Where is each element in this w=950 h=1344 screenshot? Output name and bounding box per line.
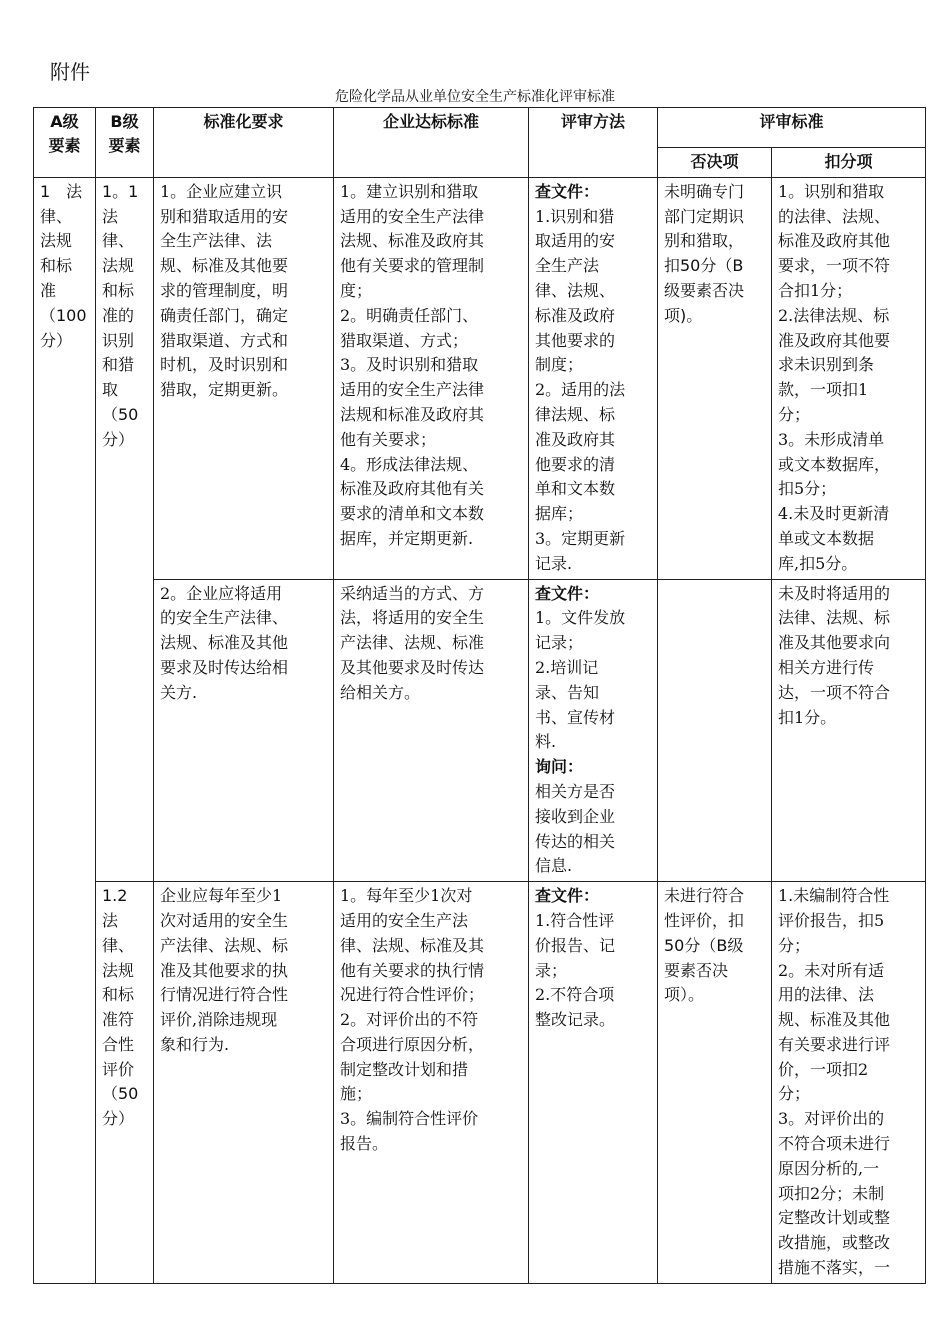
a-element-line: 律、	[40, 206, 73, 226]
deduction-cell	[772, 177, 926, 579]
text-line: 接收到企业	[535, 806, 616, 826]
text-line: 要求的清单和文本数	[340, 504, 485, 524]
text-line: 合扣1分；	[778, 280, 853, 300]
text-line: 价报告、记	[535, 935, 616, 955]
text-line: 1。识别和猎取	[778, 181, 885, 201]
text-line: 取	[102, 380, 119, 400]
header-requirement: 标准化要求	[154, 108, 334, 178]
text-line: 价，一项扣2	[778, 1059, 869, 1079]
text-line: 报告。	[340, 1134, 389, 1154]
text-line: 度；	[340, 280, 373, 300]
text-line: 求的管理制度，明	[160, 280, 289, 300]
text-line: 记录.	[535, 553, 573, 573]
text-line: 采纳适当的方式、方	[340, 583, 485, 603]
text-line: 分）	[102, 1109, 135, 1129]
text-line: 原因分析的,一	[778, 1158, 880, 1178]
header-deduction: 扣分项	[772, 148, 926, 178]
text-line: 分；	[778, 935, 811, 955]
text-line: 4.未及时更新清	[778, 504, 890, 524]
text-line: 3。及时识别和猎取	[340, 355, 479, 375]
method-cell	[529, 882, 658, 1284]
text-line: 部门定期识	[664, 206, 745, 226]
text-line: 求未识别到条	[778, 355, 875, 375]
a-element-line: 和标	[40, 256, 73, 276]
header-a-level: A级要素	[34, 108, 96, 178]
text-line: 2.不符合项	[535, 985, 615, 1005]
text-line: 关方.	[160, 682, 198, 702]
text-line: 法	[102, 206, 119, 226]
text-line: 传达的相关	[535, 831, 616, 851]
a-element-line: 分）	[40, 330, 73, 350]
text-line: 别和猎取适用的安	[160, 206, 289, 226]
text-line: 3。对评价出的	[778, 1109, 885, 1129]
text-line: 性评价，扣	[664, 910, 745, 930]
text-line: （50	[102, 404, 139, 424]
text-line: 施；	[340, 1084, 373, 1104]
table-row	[34, 579, 926, 882]
text-line: 2。未对所有适	[778, 960, 885, 980]
text-line: 相关方进行传	[778, 657, 875, 677]
table-row	[34, 177, 926, 579]
text-line: 猎取渠道、方式和	[160, 330, 289, 350]
attachment-label: 附件	[50, 60, 90, 84]
text-line: 规、标准及其他	[778, 1010, 891, 1030]
text-line: 用的法律、法	[778, 985, 875, 1005]
text-line: 分；	[778, 1084, 811, 1104]
text-line: 企业应每年至少1	[160, 886, 283, 906]
text-line: 1.未编制符合性	[778, 886, 890, 906]
text-line: 次对适用的安全生	[160, 910, 289, 930]
text-line: 识别	[102, 330, 135, 350]
header-review-standard: 评审标准	[658, 108, 926, 148]
text-line: 1。每年至少1次对	[340, 886, 473, 906]
text-line: 律法规、标	[535, 404, 616, 424]
text-line: 适用的安全生产法律	[340, 380, 485, 400]
text-line: 行情况进行符合性	[160, 985, 289, 1005]
method-cell	[529, 177, 658, 579]
text-line: 1。企业应建立识	[160, 181, 283, 201]
text-line: （50	[102, 1084, 139, 1104]
text-line: 达，一项不符合	[778, 682, 891, 702]
text-line: 整改记录。	[535, 1010, 616, 1030]
text-line: 要素否决	[664, 960, 729, 980]
text-line: 书、宣传材	[535, 707, 616, 727]
method-cell	[529, 579, 658, 882]
text-line: 准及其他要求向	[778, 633, 891, 653]
a-element-line: 1 法	[40, 181, 83, 201]
text-line: 1。文件发放	[535, 608, 626, 628]
text-line: 和猎	[102, 355, 135, 375]
requirement-cell	[154, 579, 334, 882]
text-line: 法	[102, 910, 119, 930]
standard-cell	[334, 579, 529, 882]
text-line: 猎取，定期更新。	[160, 380, 289, 400]
text-line: 评价,消除违规现	[160, 1010, 278, 1030]
text-line: 措施不落实，一	[778, 1258, 891, 1278]
text-line: 象和行为.	[160, 1034, 230, 1054]
text-line: 给相关方。	[340, 682, 421, 702]
text-line: 单或文本数据	[778, 528, 875, 548]
text-line: 改措施，或整改	[778, 1233, 891, 1253]
text-line: 规、标准及其他要	[160, 256, 289, 276]
text-line: 1.识别和猎	[535, 206, 615, 226]
header-veto: 否决项	[658, 148, 772, 178]
text-line: 项)。	[664, 305, 703, 325]
standard-cell	[334, 882, 529, 1284]
text-line: 产法律、法规、标	[160, 935, 289, 955]
veto-cell	[658, 882, 772, 1284]
text-line: 取适用的安	[535, 231, 616, 251]
text-line: 2。明确责任部门、	[340, 305, 479, 325]
text-line: 要求及时传达给相	[160, 657, 289, 677]
deduction-cell	[772, 579, 926, 882]
text-line: 1.符合性评	[535, 910, 615, 930]
text-line: 确责任部门，确定	[160, 305, 289, 325]
text-line: 信息.	[535, 856, 573, 876]
text-line: 他有关要求；	[340, 429, 437, 449]
method-heading: 查文件：	[535, 583, 600, 603]
text-line: 法，将适用的安全生	[340, 608, 485, 628]
text-line: 律、	[102, 231, 135, 251]
text-line: 料.	[535, 732, 557, 752]
text-line: 项扣2分；未制	[778, 1183, 885, 1203]
text-line: 扣5分；	[778, 479, 837, 499]
text-line: 相关方是否	[535, 781, 616, 801]
text-line: 及其他要求及时传达	[340, 657, 485, 677]
text-line: 适用的安全生产法	[340, 910, 469, 930]
text-line: 评价	[102, 1059, 135, 1079]
header-enterprise-standard: 企业达标标准	[334, 108, 529, 178]
text-line: 标准及政府其他有关	[340, 479, 485, 499]
text-line: 他有关要求的执行情	[340, 960, 485, 980]
deduction-cell	[772, 882, 926, 1284]
text-line: 法规	[102, 256, 135, 276]
text-line: 2.培训记	[535, 657, 599, 677]
text-line: 扣50分（B	[664, 256, 744, 276]
text-line: 准符	[102, 1010, 135, 1030]
method-heading: 查文件：	[535, 181, 600, 201]
review-standard-table	[33, 107, 926, 1284]
text-line: 律、法规、	[535, 280, 616, 300]
text-line: 合性	[102, 1034, 135, 1054]
text-line: 律、	[102, 935, 135, 955]
text-line: 据库；	[535, 504, 584, 524]
text-line: 别和猎取，	[664, 231, 745, 251]
text-line: 1。1	[102, 181, 139, 201]
text-line: 扣1分。	[778, 707, 837, 727]
text-line: 标准及政府	[535, 305, 616, 325]
text-line: 法规	[102, 960, 135, 980]
text-line: 全生产法	[535, 256, 600, 276]
text-line: 时机，及时识别和	[160, 355, 289, 375]
text-line: 他有关要求的管理制	[340, 256, 485, 276]
standard-cell	[334, 177, 529, 579]
text-line: 3。定期更新	[535, 528, 626, 548]
text-line: 3。未形成清单	[778, 429, 885, 449]
text-line: 2。对评价出的不符	[340, 1010, 479, 1030]
a-element-line: 法规	[40, 231, 73, 251]
text-line: 2。适用的法	[535, 380, 626, 400]
text-line: 1.2	[102, 886, 128, 906]
text-line: 猎取渠道、方式；	[340, 330, 469, 350]
text-line: 其他要求的	[535, 330, 616, 350]
text-line: 全生产法律、法	[160, 231, 273, 251]
text-line: 法规和标准及政府其	[340, 404, 485, 424]
requirement-cell	[154, 882, 334, 1284]
method-heading: 查文件：	[535, 886, 600, 906]
requirement-cell	[154, 177, 334, 579]
a-element-line: （100	[40, 305, 87, 325]
b-element-cell	[96, 882, 154, 1284]
text-line: 未及时将适用的	[778, 583, 891, 603]
text-line: 款，一项扣1	[778, 380, 869, 400]
text-line: 准及政府其	[535, 429, 616, 449]
veto-cell	[658, 177, 772, 579]
text-line: 录；	[535, 960, 568, 980]
text-line: 准及政府其他要	[778, 330, 891, 350]
text-line: 标准及政府其他	[778, 231, 891, 251]
text-line: 未进行符合	[664, 886, 745, 906]
text-line: 要求，一项不符	[778, 256, 891, 276]
a-element-cell	[34, 177, 96, 1283]
text-line: 1。建立识别和猎取	[340, 181, 479, 201]
text-line: 4。形成法律法规、	[340, 454, 479, 474]
text-line: 分）	[102, 429, 135, 449]
text-line: 况进行符合性评价；	[340, 985, 485, 1005]
text-line: 据库，并定期更新.	[340, 528, 474, 548]
text-line: 律、法规、标准及其	[340, 935, 485, 955]
text-line: 50分（B级	[664, 935, 744, 955]
text-line: 记录；	[535, 633, 584, 653]
text-line: 不符合项未进行	[778, 1134, 891, 1154]
text-line: 法规、标准及其他	[160, 633, 289, 653]
text-line: 准的	[102, 305, 135, 325]
method-heading: 询问：	[535, 757, 584, 777]
text-line: 2。企业应将适用	[160, 583, 283, 603]
text-line: 项）。	[664, 985, 705, 1005]
text-line: 产法律、法规、标准	[340, 633, 485, 653]
text-line: 法规、标准及政府其	[340, 231, 485, 251]
text-line: 适用的安全生产法律	[340, 206, 485, 226]
text-line: 制定整改计划和措	[340, 1059, 469, 1079]
text-line: 的法律、法规、	[778, 206, 891, 226]
document-title: 危险化学品从业单位安全生产标准化评审标准	[335, 89, 615, 105]
text-line: 的安全生产法律、	[160, 608, 289, 628]
text-line: 法律、法规、标	[778, 608, 891, 628]
table-row	[34, 882, 926, 1284]
text-line: 未明确专门	[664, 181, 745, 201]
text-line: 他要求的清	[535, 454, 616, 474]
text-line: 和标	[102, 280, 135, 300]
text-line: 定整改计划或整	[778, 1208, 891, 1228]
text-line: 合项进行原因分析，	[340, 1034, 485, 1054]
text-line: 评价报告，扣5	[778, 910, 885, 930]
text-line: 2.法律法规、标	[778, 305, 890, 325]
b-element-cell	[96, 177, 154, 881]
text-line: 有关要求进行评	[778, 1034, 891, 1054]
text-line: 制度；	[535, 355, 584, 375]
text-line: 分；	[778, 404, 811, 424]
header-b-level: B级要素	[96, 108, 154, 178]
veto-cell	[658, 579, 772, 882]
text-line: 库,扣5分。	[778, 553, 858, 573]
a-element-line: 准	[40, 280, 57, 300]
text-line: 3。编制符合性评价	[340, 1109, 479, 1129]
text-line: 级要素否决	[664, 280, 745, 300]
text-line: 和标	[102, 985, 135, 1005]
text-line: 或文本数据库，	[778, 454, 891, 474]
text-line: 单和文本数	[535, 479, 616, 499]
text-line: 准及其他要求的执	[160, 960, 289, 980]
header-method: 评审方法	[529, 108, 658, 178]
text-line: 录、告知	[535, 682, 600, 702]
